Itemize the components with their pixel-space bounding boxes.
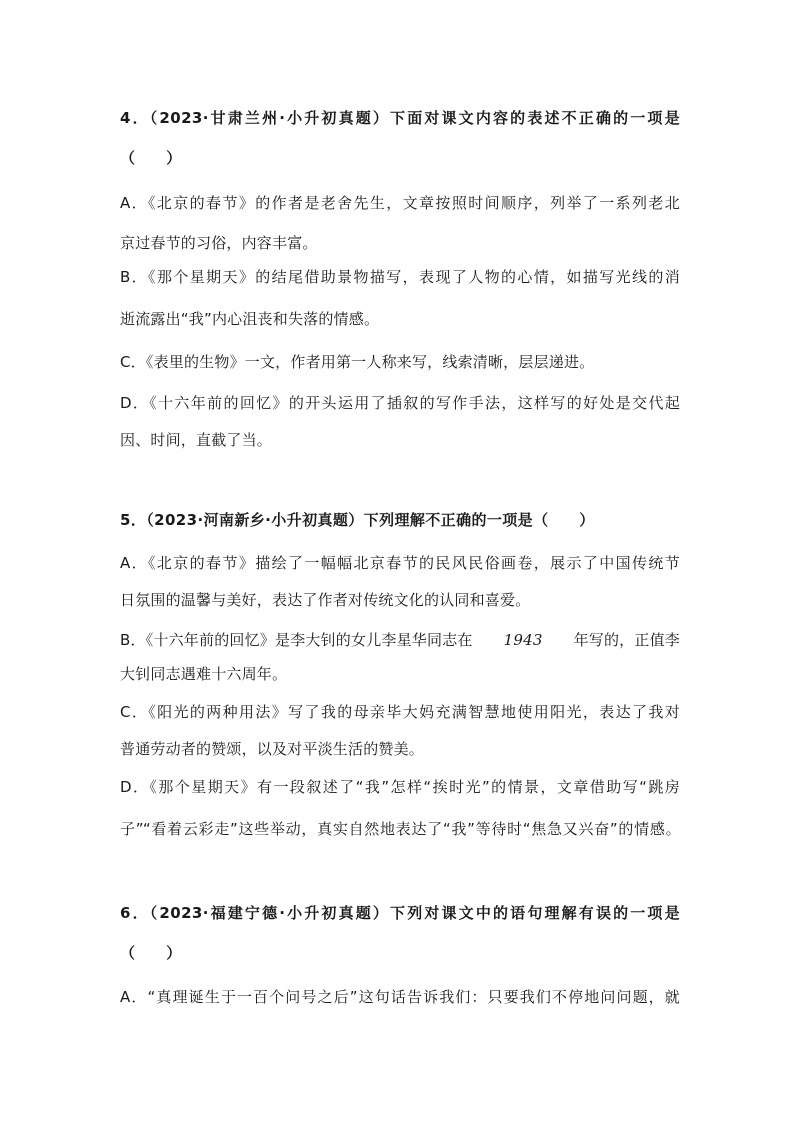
question-5-option-d-line1: D．《那个星期天》有一段叙述了“我”怎样“挨时光”的情景，文章借助写“跳房: [120, 778, 680, 796]
question-5-option-b-text-end: 年写的，正值李: [573, 631, 680, 649]
question-4-option-b-line2: 逝流露出“我”内心沮丧和失落的情感。: [120, 310, 380, 328]
question-5-option-a-line2: 日氛围的温馨与美好，表达了作者对传统文化的认同和喜爱。: [120, 591, 531, 609]
question-4-option-a-line2: 京过春节的习俗，内容丰富。: [120, 234, 318, 252]
question-5-option-d-line2: 子”“看着云彩走”这些举动，真实自然地表达了“我”等待时“焦急又兴奋”的情感。: [120, 820, 680, 838]
question-4-option-a-line1: A．《北京的春节》的作者是老舍先生，文章按照时间顺序，列举了一系列老北: [120, 194, 680, 212]
question-4-option-b-line1: B．《那个星期天》的结尾借助景物描写，表现了人物的心情，如描写光线的消: [120, 268, 680, 286]
question-5-option-b-line2: 大钊同志遇难十六周年。: [120, 665, 288, 683]
question-5-option-b-text-start: B．《十六年前的回忆》是李大钊的女儿李星华同志在: [120, 631, 473, 649]
question-6-stem: 6．（2023·福建宁德·小升初真题）下列对课文中的语句理解有误的一项是: [120, 904, 680, 922]
question-5-option-c-line1: C．《阳光的两种用法》写了我的母亲毕大妈充满智慧地使用阳光，表达了我对: [120, 703, 680, 721]
question-4-option-d-line2: 因、时间，直截了当。: [120, 431, 273, 449]
question-4-option-d-line1: D．《十六年前的回忆》的开头运用了插叙的写作手法，这样写的好处是交代起: [120, 394, 680, 412]
question-5-option-a-line1: A．《北京的春节》描绘了一幅幅北京春节的民风民俗画卷，展示了中国传统节: [120, 554, 680, 572]
question-6-answer-blank: （ ）: [120, 944, 182, 962]
question-6-option-a-line1: A．“真理诞生于一百个问号之后”这句话告诉我们：只要我们不停地问问题，就: [120, 988, 680, 1006]
question-4-option-c: C．《表里的生物》一文，作者用第一人称来写，线索清晰，层层递进。: [120, 353, 595, 371]
question-5-option-c-line2: 普通劳动者的赞颂，以及对平淡生活的赞美。: [120, 740, 425, 758]
question-5-option-b-line1: [120, 630, 680, 650]
question-5-stem: 5．（2023·河南新乡·小升初真题）下列理解不正确的一项是（ ）: [120, 511, 595, 529]
question-4-answer-blank: （ ）: [120, 149, 182, 167]
question-4-stem: 4．（2023·甘肃兰州·小升初真题）下面对课文内容的表述不正确的一项是: [120, 109, 680, 127]
question-5-option-b-year: 1943: [503, 631, 543, 649]
